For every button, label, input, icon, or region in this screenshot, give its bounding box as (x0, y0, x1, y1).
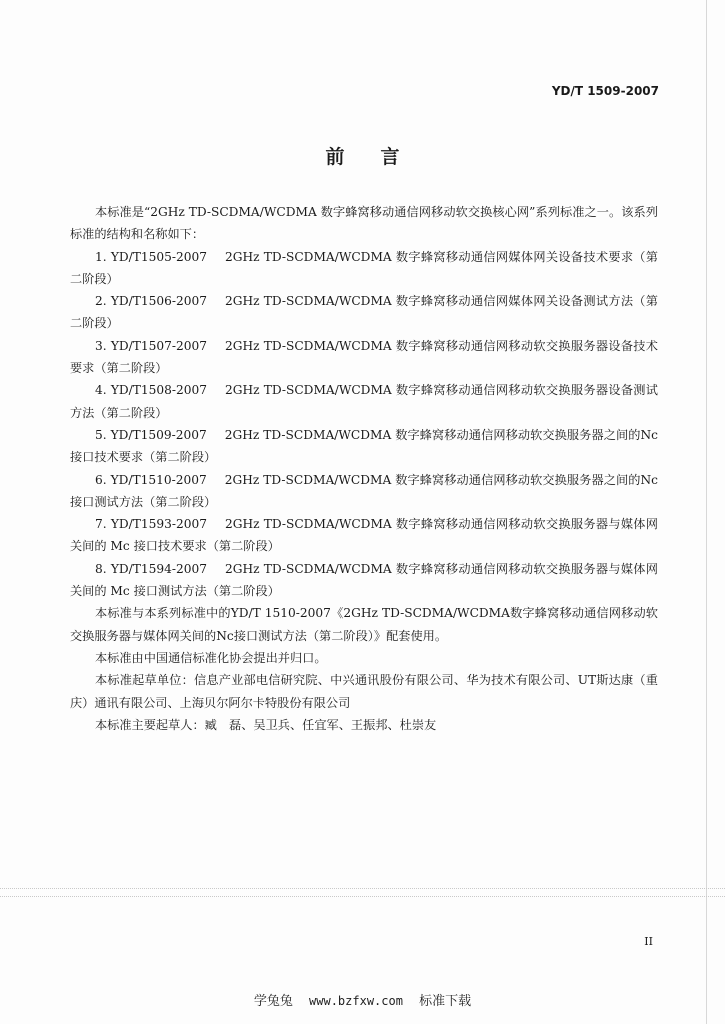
item-number: 1. (95, 249, 107, 264)
item-code: YD/T1506-2007 (110, 294, 208, 309)
item-title: 2GHz TD-SCDMA/WCDMA 数字蜂窝移动通信网移动软交换服务器之间的Nc 接口测试方法（第二阶段） (70, 472, 658, 509)
item-title: 2GHz TD-SCDMA/WCDMA 数字蜂窝移动通信网移动软交换服务器之间的Nc 接口技术要求（第二阶段） (70, 427, 658, 465)
scan-artifact-line (0, 888, 725, 889)
item-title: 2GHz TD-SCDMA/WCDMA 数字蜂窝移动通信网媒体网关设备测试方法（第二阶段） (70, 294, 658, 331)
item-code: YD/T1594-2007 (110, 561, 208, 576)
item-title: 2GHz TD-SCDMA/WCDMA 数字蜂窝移动通信网移动软交换服务器设备技术要求（第二阶段） (70, 338, 658, 376)
series-item (70, 246, 658, 291)
series-item (70, 335, 658, 380)
footer-url-link[interactable]: www.bzfxw.com (309, 994, 403, 1008)
series-item (70, 424, 658, 469)
drafters-paragraph: 本标准主要起草人：臧 磊、吴卫兵、任宜军、王振邦、杜崇友 (95, 717, 437, 732)
item-title: 2GHz TD-SCDMA/WCDMA 数字蜂窝移动通信网移动软交换服务器设备测试方法（第二阶段） (70, 383, 658, 420)
proposer-paragraph: 本标准由中国通信标准化协会提出并归口。 (95, 650, 327, 665)
item-number: 7. (95, 517, 107, 532)
series-item (70, 558, 658, 603)
series-item (70, 379, 658, 424)
drafting-units-paragraph: 本标准起草单位：信息产业部电信研究院、中兴通讯股份有限公司、华为技术有限公司、UT斯达康（重庆）通讯有限公司、上海贝尔阿尔卡特股份有限公司 (70, 673, 658, 710)
foreword-body (70, 201, 658, 736)
item-code: YD/T1509-2007 (110, 427, 207, 442)
item-number: 4. (95, 383, 107, 398)
item-code: YD/T1507-2007 (110, 338, 208, 353)
watermark-footer (0, 990, 725, 1009)
item-number: 3. (95, 338, 107, 353)
item-title: 2GHz TD-SCDMA/WCDMA 数字蜂窝移动通信网移动软交换服务器与媒体网关间的 Mc 接口技术要求（第二阶段） (70, 517, 658, 554)
item-number: 6. (95, 472, 107, 487)
series-item (70, 469, 658, 514)
footer-tagline: 标准下载 (419, 994, 472, 1009)
item-number: 2. (95, 294, 107, 309)
item-title: 2GHz TD-SCDMA/WCDMA 数字蜂窝移动通信网媒体网关设备技术要求（第二阶段） (70, 249, 658, 286)
page-number: II (644, 935, 653, 948)
item-number: 8. (95, 561, 107, 576)
item-code: YD/T1508-2007 (110, 383, 208, 398)
related-standard-paragraph: 本标准与本系列标准中的YD/T 1510-2007《2GHz TD-SCDMA/WCDMA数字蜂窝移动通信网移动软交换服务器与媒体网关间的Nc接口测试方法（第二阶段）》配套使用。 (70, 606, 658, 643)
item-number: 5. (95, 427, 107, 442)
document-code-header: YD/T 1509-2007 (551, 84, 659, 98)
footer-site-name: 学兔兔 (253, 994, 293, 1009)
item-code: YD/T1505-2007 (110, 249, 208, 264)
series-item (70, 513, 658, 558)
series-item (70, 290, 658, 335)
intro-paragraph: 本标准是“2GHz TD-SCDMA/WCDMA 数字蜂窝移动通信网移动软交换核心网”系列标准之一。该系列标准的结构和名称如下： (70, 205, 658, 242)
page-title: 前言 (325, 146, 436, 168)
item-code: YD/T1593-2007 (110, 517, 208, 532)
item-code: YD/T1510-2007 (110, 472, 207, 487)
scan-artifact-line (0, 896, 725, 897)
item-title: 2GHz TD-SCDMA/WCDMA 数字蜂窝移动通信网移动软交换服务器与媒体网关间的 Mc 接口测试方法（第二阶段） (70, 561, 658, 599)
